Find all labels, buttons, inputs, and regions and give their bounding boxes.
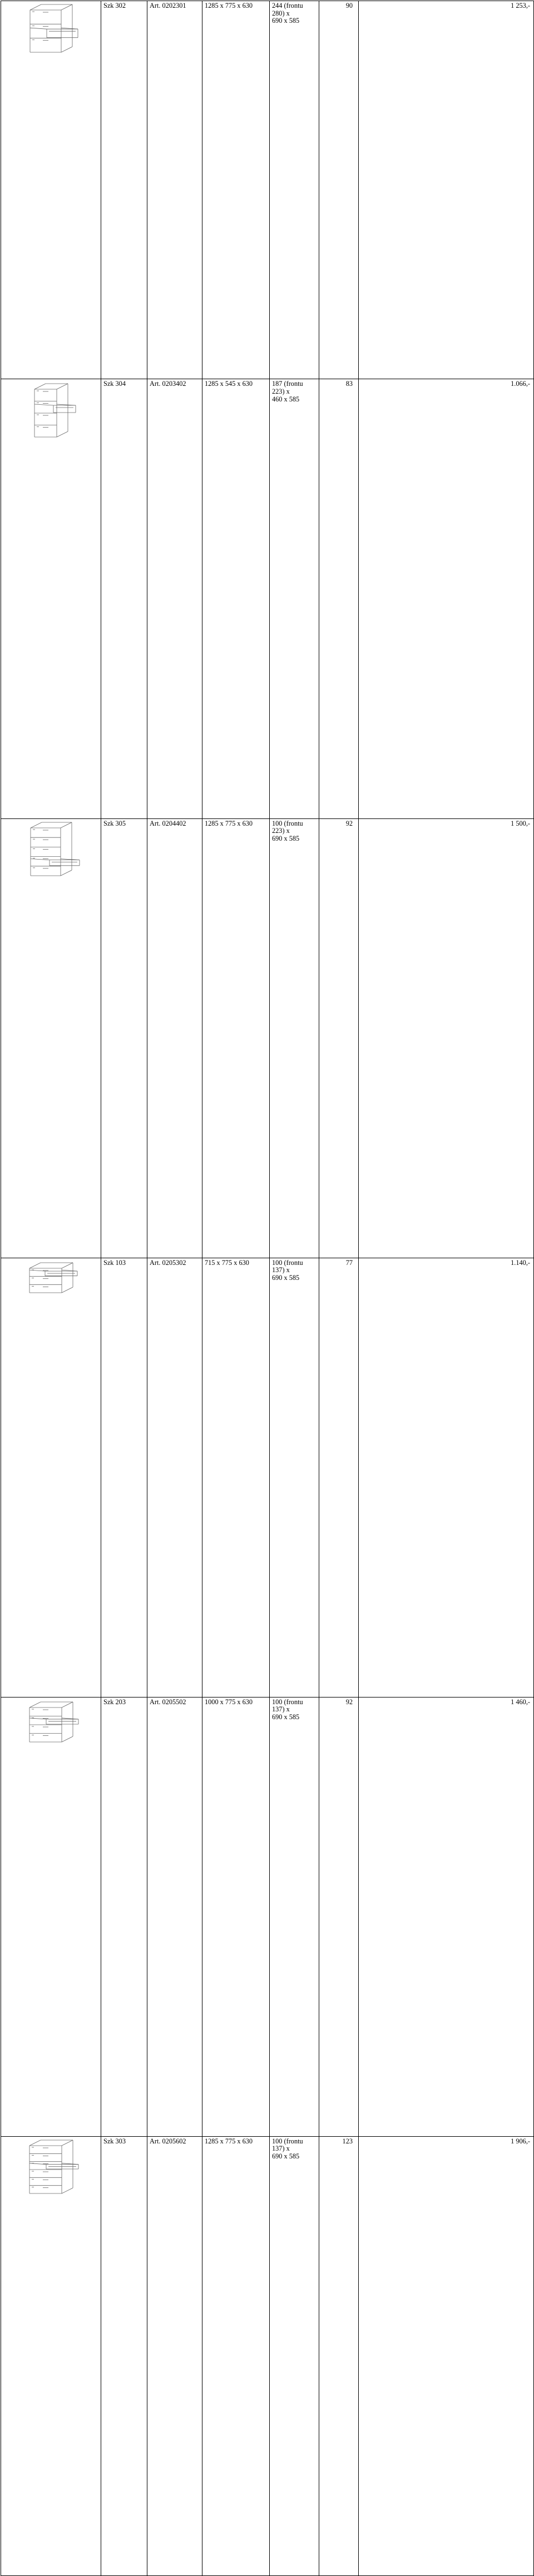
article-number (147, 1697, 202, 2136)
row-drawer-line2: 690 x 585 (272, 17, 300, 25)
product-code (101, 1258, 147, 1697)
cabinet-weight (319, 1, 359, 379)
row-dims: 1285 x 775 x 630 (205, 2, 253, 9)
row-price: 1 253,- (511, 2, 530, 9)
cabinet-top-side (62, 1702, 73, 1708)
cabinet-drawing-icon (1, 1258, 101, 1318)
drawer-dimensions (270, 2136, 319, 2575)
product-code (101, 379, 147, 818)
article-number (147, 818, 202, 1258)
row-price: 1 460,- (511, 1698, 530, 1706)
cabinet-price (359, 2136, 534, 2575)
cabinet-drawing-icon (1, 1698, 101, 1757)
row-dims: 1000 x 775 x 630 (205, 1698, 253, 1706)
cabinet-price (359, 1697, 534, 2136)
row-code: Szk 302 (103, 2, 126, 9)
cabinet-weight (319, 818, 359, 1258)
table-row (1, 1697, 534, 2136)
article-number (147, 379, 202, 818)
row-price: 1.140,- (511, 1258, 530, 1267)
row-article: Art. 0205602 (150, 2137, 186, 2145)
cabinet-illustration-cell (1, 2136, 101, 2575)
product-table (1, 1, 534, 2576)
product-code (101, 1, 147, 379)
cabinet-drawing-icon (1, 2137, 101, 2196)
row-dims: 1285 x 775 x 630 (205, 819, 253, 827)
row-article: Art. 0205302 (150, 1258, 186, 1267)
drawer-dimensions (270, 818, 319, 1258)
cabinet-illustration-cell (1, 1697, 101, 2136)
cabinet-dimensions (202, 1258, 270, 1697)
row-price: 1.066,- (511, 380, 530, 388)
open-drawer-rail (30, 28, 47, 29)
row-price: 1 500,- (511, 819, 530, 827)
cabinet-weight (319, 379, 359, 818)
cabinet-dimensions (202, 2136, 270, 2575)
drawer-dimensions (270, 1, 319, 379)
row-code: Szk 305 (103, 819, 126, 827)
article-number (147, 2136, 202, 2575)
cabinet-price (359, 1258, 534, 1697)
cabinet-illustration-cell (1, 1258, 101, 1697)
row-article: Art. 0204402 (150, 819, 186, 827)
table-row (1, 379, 534, 818)
row-code: Szk 303 (103, 2137, 126, 2145)
cabinet-side-bottom (61, 870, 72, 876)
cabinet-price (359, 379, 534, 818)
cabinet-drawing-icon (1, 819, 101, 880)
cabinet-side-bottom (57, 431, 68, 437)
cabinet-illustration-cell (1, 818, 101, 1258)
row-dims: 715 x 775 x 630 (205, 1258, 249, 1267)
row-drawer-line1: 100 (frontu 137) x (272, 1698, 303, 1714)
cabinet-drawing-icon (1, 1, 101, 55)
cabinet-dimensions (202, 1697, 270, 2136)
cabinet-top-back (29, 1263, 41, 1268)
cabinet-weight (319, 1697, 359, 2136)
row-code: Szk 304 (103, 380, 126, 388)
row-drawer-line1: 244 (frontu 280) x (272, 2, 303, 17)
drawer-dimensions (270, 1697, 319, 2136)
cabinet-side-bottom (61, 47, 72, 52)
row-drawer-line1: 100 (frontu 223) x (272, 819, 303, 835)
cabinet-weight (319, 1258, 359, 1697)
cabinet-side-bottom (62, 2188, 73, 2193)
row-article: Art. 0203402 (150, 380, 186, 388)
cabinet-illustration-cell (1, 379, 101, 818)
row-code: Szk 203 (103, 1698, 126, 1706)
article-number (147, 1, 202, 379)
row-article: Art. 0205502 (150, 1698, 186, 1706)
row-drawer-line1: 187 (frontu 223) x (272, 380, 303, 396)
table-row (1, 1, 534, 379)
cabinet-illustration-cell (1, 1, 101, 379)
cabinet-top-side (62, 1263, 73, 1268)
article-number (147, 1258, 202, 1697)
row-weight: 92 (345, 1698, 353, 1706)
cabinet-price (359, 1, 534, 379)
cabinet-drawing-icon (1, 379, 101, 441)
table-row (1, 2136, 534, 2575)
cabinet-top-side (62, 2140, 73, 2146)
cabinet-top-side (57, 384, 68, 389)
row-drawer-line2: 690 x 585 (272, 1713, 300, 1721)
row-code: Szk 103 (103, 1258, 126, 1267)
row-weight: 90 (345, 2, 353, 9)
cabinet-top-back (30, 4, 41, 10)
row-drawer-line1: 100 (frontu 137) x (272, 2137, 303, 2153)
row-weight: 92 (345, 819, 353, 827)
row-drawer-line2: 690 x 585 (272, 1274, 300, 1282)
row-drawer-line2: 690 x 585 (272, 2152, 300, 2161)
row-drawer-line1: 100 (frontu 137) x (272, 1258, 303, 1274)
row-weight: 77 (345, 1258, 353, 1267)
row-article: Art. 0202301 (150, 2, 186, 9)
cabinet-top-side (61, 822, 72, 828)
drawer-dimensions (270, 1258, 319, 1697)
cabinet-top-back (29, 2140, 41, 2146)
table-row (1, 1258, 534, 1697)
cabinet-dimensions (202, 818, 270, 1258)
cabinet-side-bottom (62, 1736, 73, 1742)
row-drawer-line2: 690 x 585 (272, 834, 300, 842)
cabinet-price (359, 818, 534, 1258)
cabinet-dimensions (202, 379, 270, 818)
cabinet-top-side (61, 4, 72, 10)
product-code (101, 818, 147, 1258)
row-drawer-line2: 460 x 585 (272, 395, 300, 403)
cabinet-side-bottom (62, 1287, 73, 1293)
open-drawer-rail (29, 1270, 45, 1271)
cabinet-top-back (31, 822, 42, 828)
cabinet-weight (319, 2136, 359, 2575)
cabinet-dimensions (202, 1, 270, 379)
cabinet-top-back (29, 1702, 41, 1708)
product-code (101, 1697, 147, 2136)
drawer-dimensions (270, 379, 319, 818)
open-drawer-rail (34, 404, 53, 405)
cabinet-top-back (34, 384, 46, 389)
table-row (1, 818, 534, 1258)
product-code (101, 2136, 147, 2575)
row-dims: 1285 x 775 x 630 (205, 2137, 253, 2145)
row-price: 1 906,- (511, 2137, 530, 2145)
row-weight: 123 (342, 2137, 353, 2145)
row-weight: 83 (345, 380, 353, 388)
row-dims: 1285 x 545 x 630 (205, 380, 253, 388)
